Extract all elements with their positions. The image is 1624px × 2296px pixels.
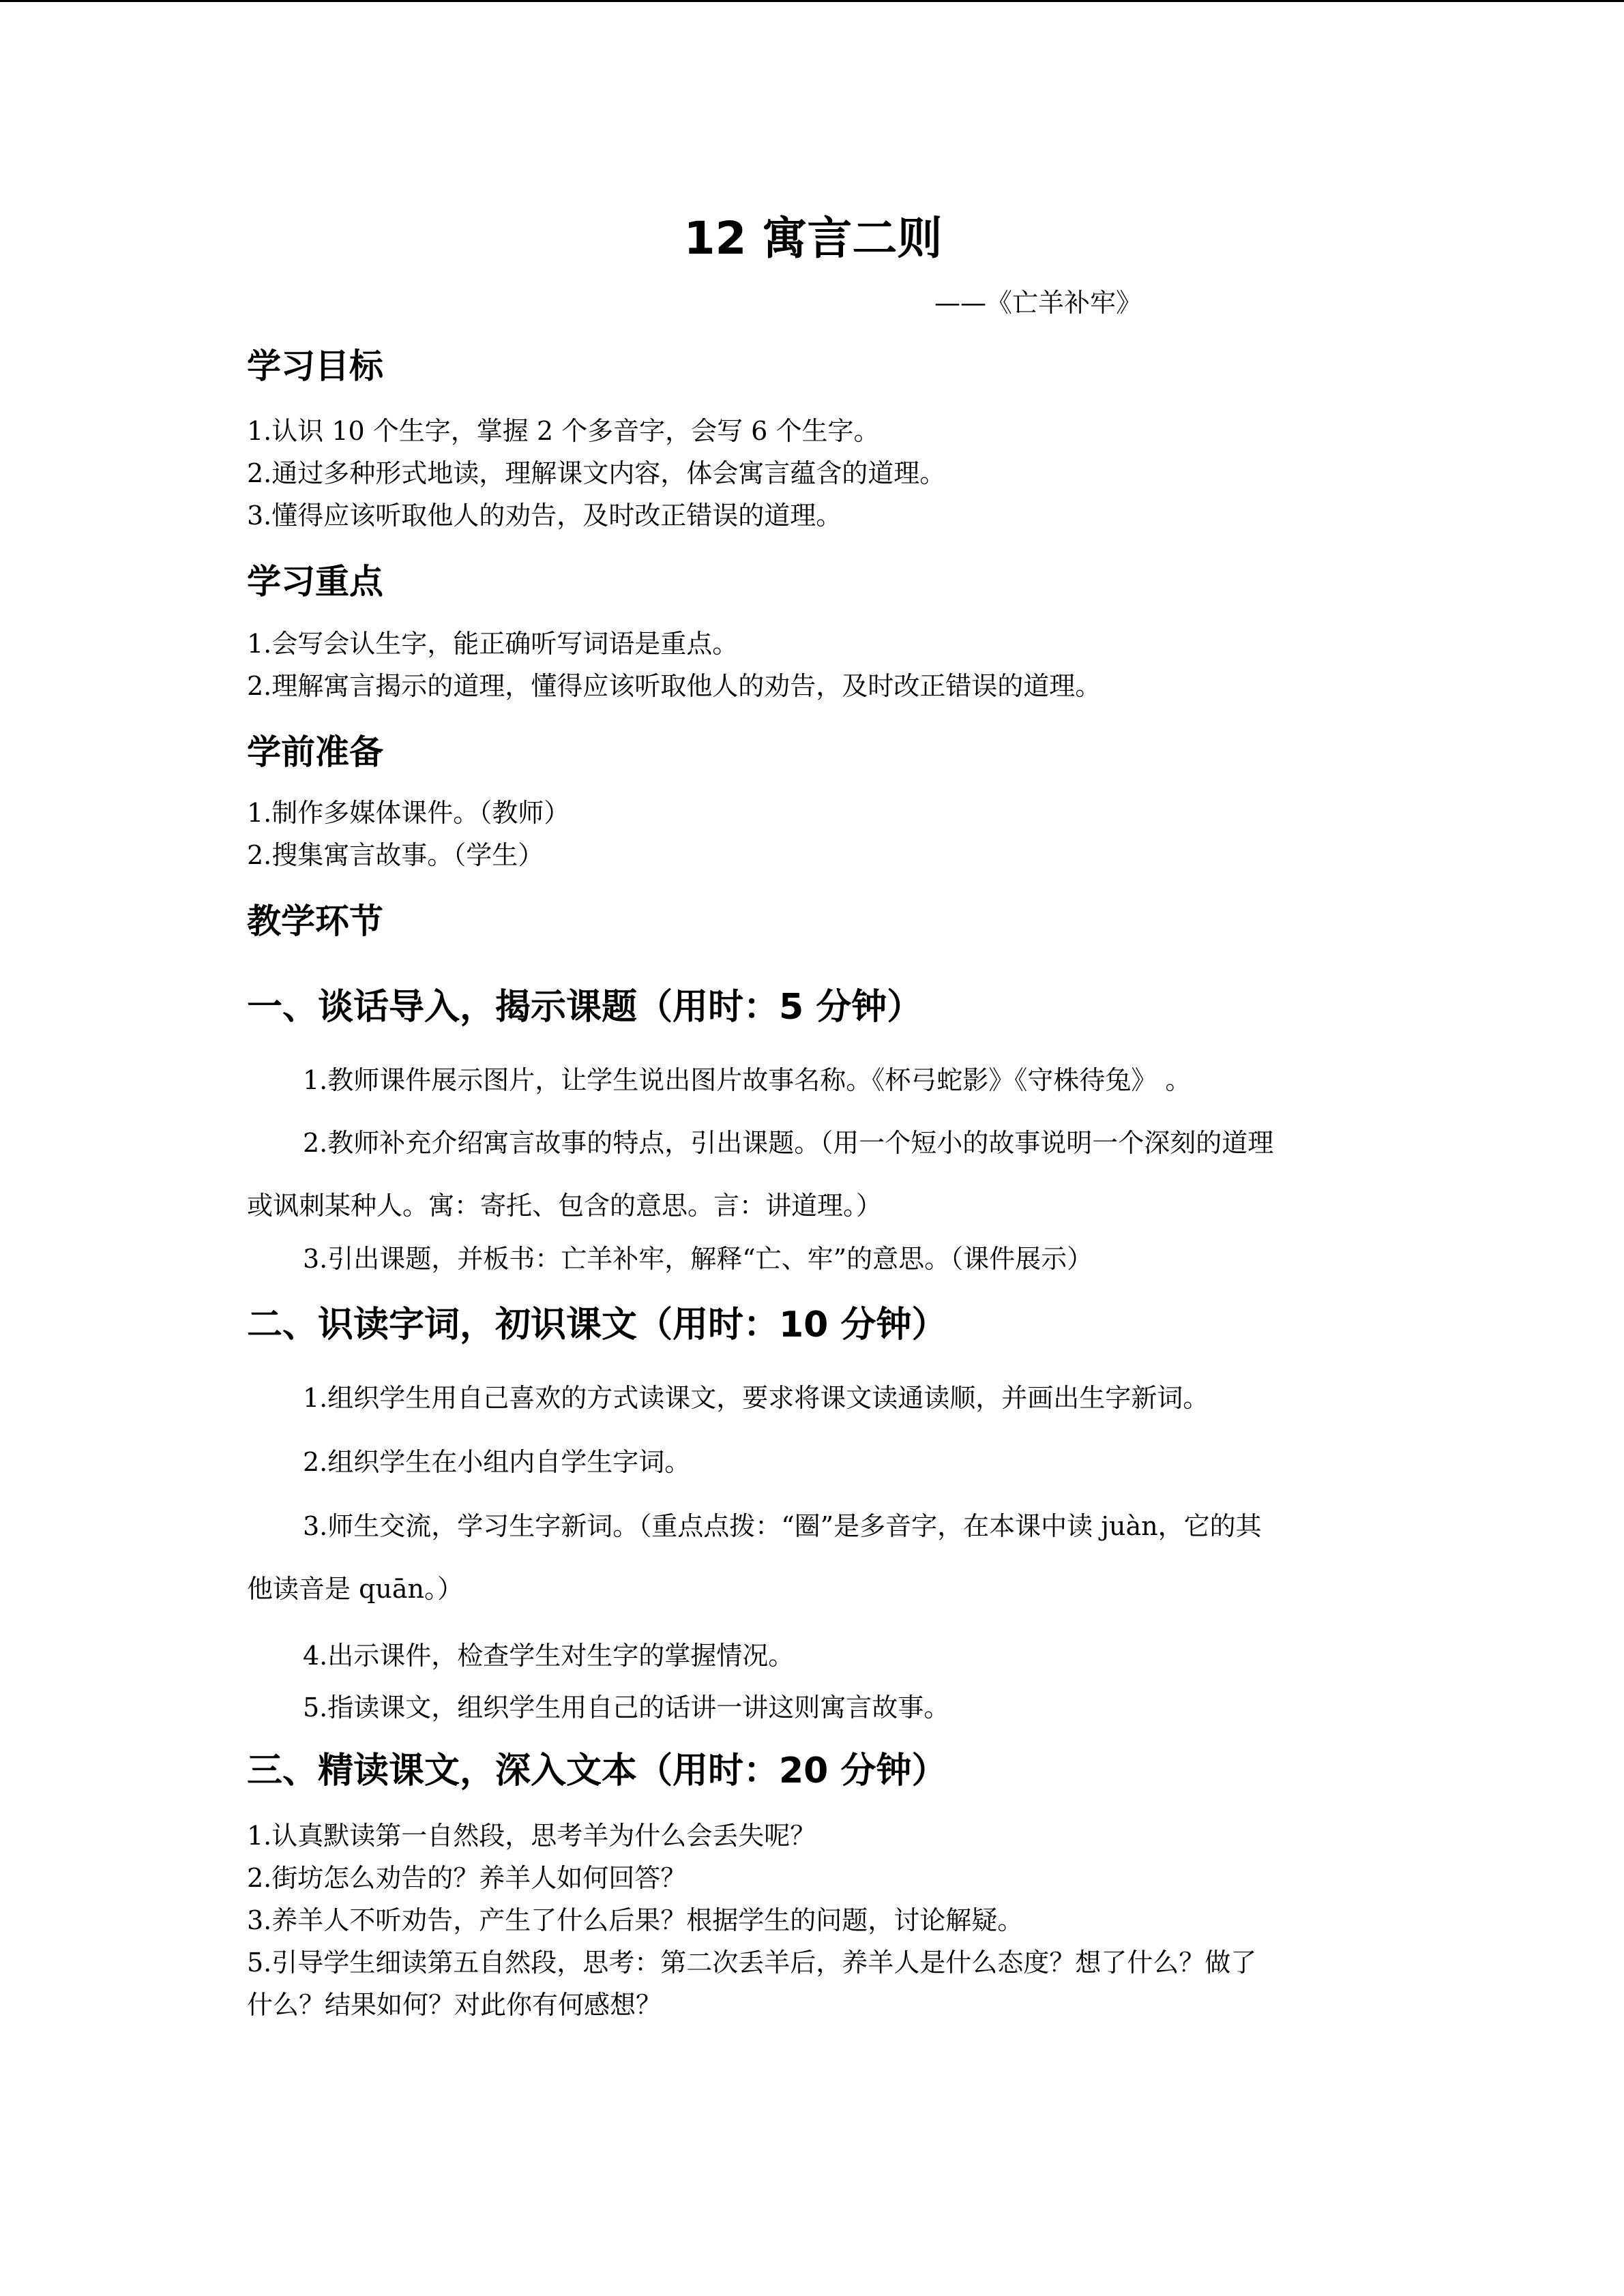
document-title: 12 寓言二则 (683, 212, 943, 265)
section3-heading: 三、精读课文，深入文本（用时：20 分钟） (247, 1750, 947, 1791)
key-point-item: 1.会写会认生字，能正确听写词语是重点。 (247, 629, 739, 659)
section2-heading: 二、识读字词，初识课文（用时：10 分钟） (247, 1304, 947, 1345)
section3-line: 1.认真默读第一自然段，思考羊为什么会丢失呢？ (247, 1821, 816, 1851)
objective-item: 1.认识 10 个生字，掌握 2 个多音字，会写 6 个生字。 (247, 416, 880, 446)
section3-line: 5.引导学生细读第五自然段，思考：第二次丢羊后，养羊人是什么态度？想了什么？做了 (247, 1948, 1257, 1978)
top-border-line (0, 0, 1624, 2)
objective-item: 3.懂得应该听取他人的劝告，及时改正错误的道理。 (247, 501, 842, 531)
key-points-heading: 学习重点 (247, 562, 383, 601)
section1-heading: 一、谈话导入，揭示课题（用时：5 分钟） (247, 987, 923, 1028)
section2-line: 5.指读课文，组织学生用自己的话讲一讲这则寓言故事。 (303, 1693, 950, 1723)
section1-line: 3.引出课题，并板书：亡羊补牢，解释“亡、牢”的意思。（课件展示） (303, 1244, 1093, 1274)
section2-line: 1.组织学生用自己喜欢的方式读课文，要求将课文读通读顺，并画出生字新词。 (303, 1383, 1209, 1413)
section3-line: 什么？结果如何？对此你有何感想？ (247, 1990, 662, 2020)
objective-item: 2.通过多种形式地读，理解课文内容，体会寓言蕴含的道理。 (247, 458, 946, 488)
section2-line: 4.出示课件，检查学生对生字的掌握情况。 (303, 1641, 795, 1671)
preparation-item: 2.搜集寓言故事。（学生） (247, 840, 544, 870)
section3-line: 3.养羊人不听劝告，产生了什么后果？根据学生的问题，讨论解疑。 (247, 1905, 1024, 1935)
section2-line: 3.师生交流，学习生字新词。（重点点拨：“圈”是多音字，在本课中读 juàn，它的其 (303, 1511, 1262, 1541)
section2-line: 他读音是 quān。） (247, 1574, 464, 1604)
section1-line: 或讽刺某种人。寓：寄托、包含的意思。言：讲道理。） (247, 1191, 883, 1221)
objectives-heading: 学习目标 (247, 346, 383, 386)
section3-line: 2.街坊怎么劝告的？养羊人如何回答？ (247, 1863, 687, 1893)
section1-line: 2.教师补充介绍寓言故事的特点，引出课题。（用一个短小的故事说明一个深刻的道理 (303, 1128, 1274, 1158)
key-point-item: 2.理解寓言揭示的道理，懂得应该听取他人的劝告，及时改正错误的道理。 (247, 671, 1102, 701)
document-subtitle: ——《亡羊补牢》 (934, 288, 1142, 318)
preparation-item: 1.制作多媒体课件。（教师） (247, 798, 570, 828)
teaching-heading: 教学环节 (247, 901, 383, 941)
preparation-heading: 学前准备 (247, 732, 383, 772)
section1-line: 1.教师课件展示图片，让学生说出图片故事名称。《杯弓蛇影》《守株待兔》 。 (303, 1065, 1192, 1095)
section2-line: 2.组织学生在小组内自学生字词。 (303, 1447, 691, 1477)
